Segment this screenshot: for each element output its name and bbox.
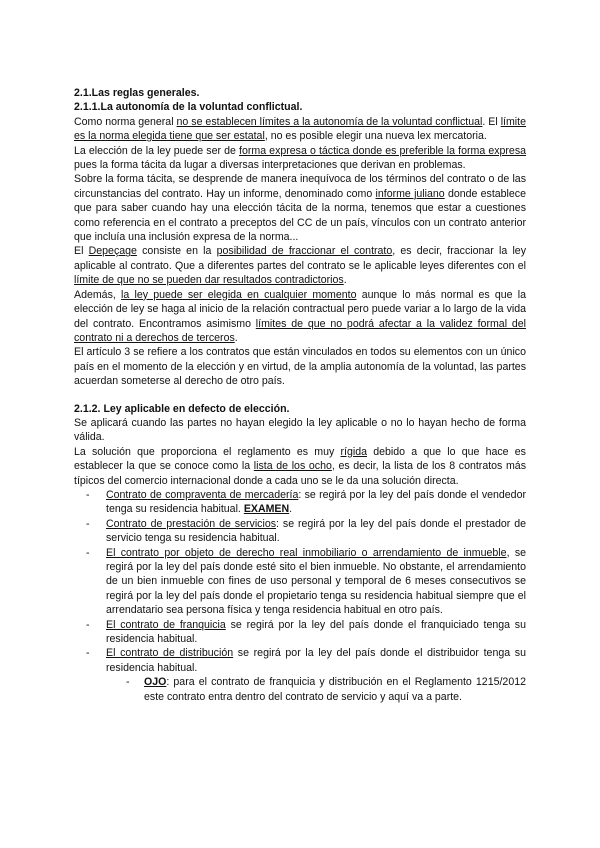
text: Como norma general [74, 115, 177, 128]
text: aunque lo más normal es que la elección de ley se haga al inicio de la relación contractual pero puede variar a lo largo de la vida del contrato. Encontramos asimismo [74, 288, 527, 330]
text: pues la forma tácita da lugar a diversas interpretaciones que derivan en problemas. [74, 159, 466, 172]
underlined-text: Contrato de prestación de servicios [106, 517, 277, 530]
text: Además, [74, 288, 122, 301]
paragraph [74, 144, 526, 173]
subsection-heading: 2.1.1.La autonomía de la voluntad conflictual. [74, 101, 303, 114]
text: : para el contrato de franquicia y distribución en el Reglamento 1215/2012 este contrato entra dentro del contrato de servicio y aquí va a parte. [144, 676, 526, 703]
section-heading: 2.1.Las reglas generales. [74, 87, 200, 99]
paragraph: Se aplicará cuando las partes no hayan elegido la ley aplicable o no lo hayan hecho de forma válida. [74, 416, 526, 444]
text: donde establece que para saber cuando hay una elección tácita de la norma, tenemos que estar a cuestiones como referencia en el contrato a preceptos del CC de un país, vínculos con un contrato anterior que incluía una inclusión expresa de la norma... [74, 187, 526, 244]
underlined-text: límite es la norma elegida tiene que ser estatal [74, 115, 526, 143]
text: : se regirá por la ley del país donde el prestador de servicio tenga su residencia habitual. [106, 517, 526, 545]
paragraph [74, 172, 526, 244]
underlined-text: lista de los ocho [253, 460, 332, 473]
text: , es decir, fraccionar la ley aplicable al contrato. Que a diferentes partes del contrato se le aplicable leyes diferentes con el [74, 245, 526, 272]
underlined-text: rígida [340, 445, 367, 458]
text: se regirá por la ley del país donde el franquiciado tenga su residencia habitual. [106, 618, 526, 646]
text: La elección de la ley puede ser de [74, 144, 239, 157]
sub-list [106, 675, 526, 704]
text: . [343, 274, 347, 287]
contract-list [74, 488, 526, 704]
list-item [144, 675, 526, 704]
text: consiste en la [136, 245, 217, 258]
underlined-text: El contrato de distribución [106, 647, 234, 660]
paragraph: El artículo 3 se refiere a los contratos que están vinculados en todos su elementos con un único país en el momento de la elección y en virtud, de la amplia autonomía de la voluntad, las partes acuerdan someterse al derecho de otro país. [74, 346, 526, 388]
text: . El [482, 115, 501, 128]
text: se regirá por la ley del país donde el distribuidor tenga su residencia habitual. [106, 647, 526, 674]
text: , no es posible elegir una nueva lex mercatoria. [264, 130, 487, 143]
list-item [106, 646, 526, 704]
paragraph [74, 115, 526, 144]
ojo-tag: OJO [144, 676, 167, 689]
list-item [106, 488, 526, 517]
underlined-text: no se establecen límites a la autonomía de la voluntad conflictual [176, 115, 483, 128]
list-item [106, 546, 526, 618]
underlined-text: límites de que no podrá afectar a la validez formal del contrato ni a derechos de terceros [74, 317, 527, 344]
paragraph [74, 445, 526, 488]
underlined-text: El contrato por objeto de derecho real inmobiliario o arrendamiento de inmueble [106, 546, 507, 559]
text: . [289, 503, 293, 516]
text: El [74, 245, 89, 258]
underlined-text: Depeçage [88, 245, 137, 258]
exam-tag: EXAMEN [243, 503, 290, 516]
underlined-text: la ley puede ser elegida en cualquier momento [121, 288, 357, 301]
subsection-heading: 2.1.2. Ley aplicable en defecto de elección. [74, 402, 290, 415]
text: Sobre la forma tácita, se desprende de manera inequívoca de los términos del contrato o de las circunstancias del contrato. Hay un informe, denominado como [74, 173, 526, 200]
text: , se regirá por la ley del país donde esté sito el bien inmueble. No obstante, el arrendamiento de un bien inmueble con fines de uso personal y temporal de 6 meses consecutivos se regirá por la ley del país donde el propietario tenga su residencia habitual siempre que el arrendatario sea persona física y tenga residencia habitual en otro país. [106, 546, 527, 617]
text: La solución que proporciona el reglamento es muy [74, 445, 341, 458]
text: . [234, 331, 238, 344]
paragraph [74, 244, 526, 287]
paragraph [74, 288, 526, 346]
underlined-text: Contrato de compraventa de mercadería [106, 488, 299, 501]
underlined-text: informe juliano [375, 187, 445, 200]
text: , es decir, la lista de los 8 contratos más típicos del comercio internacional donde a cada uno se le da una solución directa. [74, 460, 526, 487]
text: debido a que lo que hace es establecer la que se conoce como la [74, 445, 526, 473]
text: : se regirá por la ley del país donde el vendedor tenga su residencia habitual. [106, 488, 526, 516]
underlined-text: El contrato de franquicia [106, 618, 226, 631]
list-item [106, 618, 526, 647]
document-page [74, 86, 526, 704]
underlined-text: posibilidad de fraccionar el contrato [216, 245, 393, 258]
spacer [74, 389, 526, 402]
list-item [106, 517, 526, 546]
underlined-text: forma expresa o táctica donde es preferible la forma expresa [239, 144, 527, 157]
underlined-text: límite de que no se pueden dar resultados contradictorios [74, 274, 344, 287]
